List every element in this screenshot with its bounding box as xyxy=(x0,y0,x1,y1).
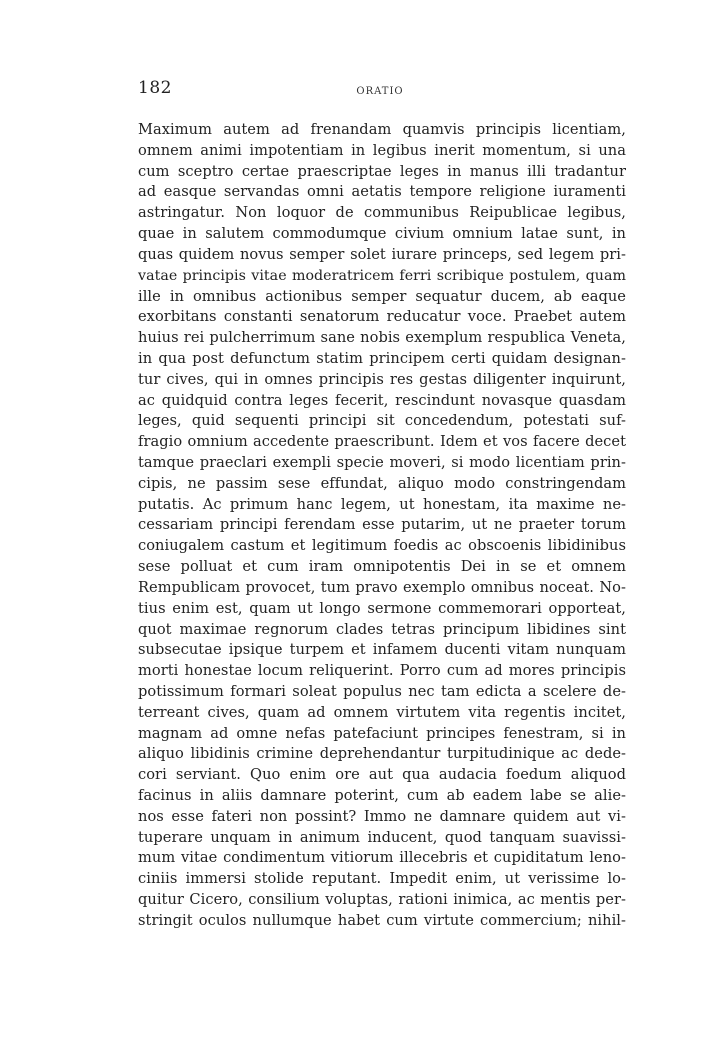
text-line: mum vitae condimentum vitiorum illecebris et cupiditatum leno- xyxy=(138,849,626,867)
text-line: aliquo libidinis crimine deprehendantur turpitudinique ac dede- xyxy=(138,745,626,763)
text-line: quot maximae regnorum clades tetras principum libidines sint xyxy=(138,620,626,638)
text-line: quas quidem novus semper solet iurare princeps, sed legem pri- xyxy=(138,245,626,263)
text-line: stringit oculos nullumque habet cum virtute commercium; nihil- xyxy=(138,911,626,929)
text-line: huius rei pulcherrimum sane nobis exemplum respublica Veneta, xyxy=(138,329,626,347)
text-line: coniugalem castum et legitimum foedis ac obscoenis libidinibus xyxy=(138,537,626,555)
text-line: cipis, ne passim sese effundat, aliquo modo constringendam xyxy=(138,474,626,492)
body-text xyxy=(138,120,626,932)
text-line: morti honestae locum reliquerint. Porro cum ad mores principis xyxy=(138,662,626,680)
text-line: ad easque servandas omni aetatis tempore religione iuramenti xyxy=(138,183,626,201)
text-line: cori serviant. Quo enim ore aut qua audacia foedum aliquod xyxy=(138,766,626,784)
text-line: astringatur. Non loquor de communibus Reipublicae legibus, xyxy=(138,204,626,222)
text-line: ille in omnibus actionibus semper sequatur ducem, ab eaque xyxy=(138,287,626,305)
text-line: tuperare unquam in animum inducent, quod tanquam suavissi- xyxy=(138,828,626,846)
text-line: cessariam principi ferendam esse putarim, ut ne praeter torum xyxy=(138,516,626,534)
text-line: leges, quid sequenti principi sit concedendum, potestati suf- xyxy=(138,412,626,430)
text-line: Rempublicam provocet, tum pravo exemplo omnibus noceat. No- xyxy=(138,578,626,596)
text-line: tius enim est, quam ut longo sermone commemorari opporteat, xyxy=(138,599,626,617)
text-line: exorbitans constanti senatorum reducatur voce. Praebet autem xyxy=(138,308,626,326)
text-line: tur cives, qui in omnes principis res gestas diligenter inquirunt, xyxy=(138,370,626,388)
text-line: magnam ad omne nefas patefaciunt principes fenestram, si in xyxy=(138,724,626,742)
text-line: fragio omnium accedente praescribunt. Idem et vos facere decet xyxy=(138,433,626,451)
text-line: in qua post defunctum statim principem certi quidam designan- xyxy=(138,349,626,367)
page-number: 182 xyxy=(138,78,172,98)
text-line: nos esse fateri non possint? Immo ne damnare quidem aut vi- xyxy=(138,807,626,825)
text-line: tamque praeclari exempli specie moveri, si modo licentiam prin- xyxy=(138,454,626,471)
text-line: putatis. Ac primum hanc legem, ut honestam, ita maxime ne- xyxy=(138,495,626,513)
text-line: cum sceptro certae praescriptae leges in manus illi tradantur xyxy=(138,162,626,180)
text-line: vatae principis vitae moderatricem ferri scribique postulem, quam xyxy=(138,267,626,284)
running-head: ORATIO xyxy=(356,86,404,97)
text-line: potissimum formari soleat populus nec tam edicta a scelere de- xyxy=(138,682,626,700)
text-line: quitur Cicero, consilium voluptas, rationi inimica, ac mentis per- xyxy=(138,891,626,909)
text-line: omnem animi impotentiam in legibus inerit momentum, si una xyxy=(138,141,626,159)
text-line: subsecutae ipsique turpem et infamem ducenti vitam nunquam xyxy=(138,641,626,659)
text-line: ac quidquid contra leges fecerit, rescindunt novasque quasdam xyxy=(138,391,626,409)
text-line: Maximum autem ad frenandam quamvis principis licentiam, xyxy=(138,121,626,138)
text-line: sese polluat et cum iram omnipotentis Dei in se et omnem xyxy=(138,558,626,576)
text-line: ciniis immersi stolide reputant. Impedit enim, ut verissime lo- xyxy=(138,870,626,888)
text-line: terreant cives, quam ad omnem virtutem vita regentis incitet, xyxy=(138,703,626,721)
text-line: quae in salutem commodumque civium omnium latae sunt, in xyxy=(138,225,626,243)
text-line: facinus in aliis damnare poterint, cum ab eadem labe se alie- xyxy=(138,787,626,804)
